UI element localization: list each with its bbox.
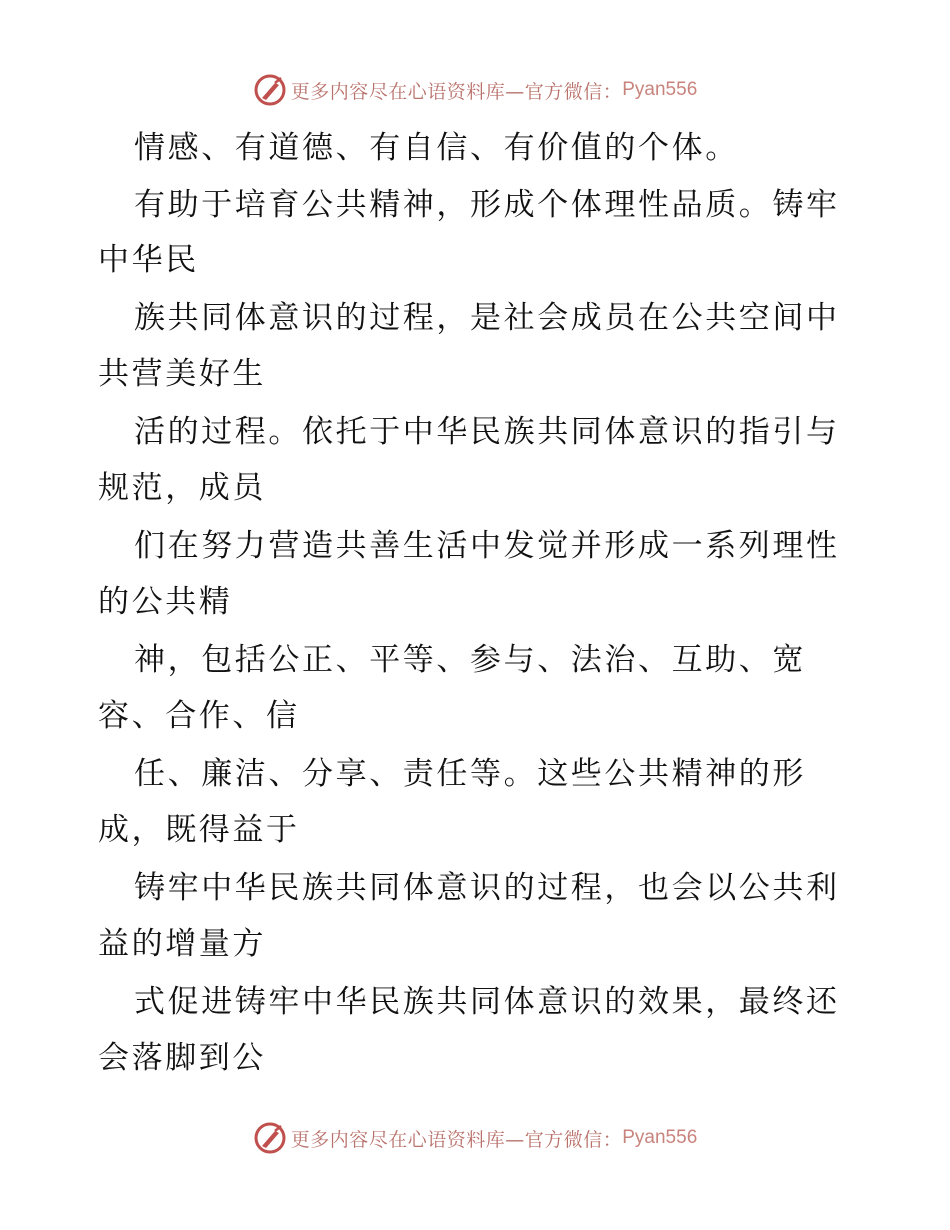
- text-line: 活的过程。依托于中华民族共同体意识的指引与: [134, 414, 840, 450]
- text-line: 任、廉洁、分享、责任等。这些公共精神的形: [134, 756, 806, 792]
- text-line: 的公共精: [98, 584, 233, 620]
- text-line: 们在努力营造共善生活中发觉并形成一系列理性: [134, 528, 840, 564]
- text-line: 式促进铸牢中华民族共同体意识的效果，最终还: [134, 984, 840, 1020]
- header-watermark: [0, 70, 950, 110]
- text-line: 共营美好生: [98, 356, 266, 392]
- text-line: 成，既得益于: [98, 812, 300, 848]
- watermark-text: 更多内容尽在心语资料库—官方微信：: [290, 1128, 623, 1151]
- text-line: 规范，成员: [98, 470, 266, 506]
- text-line: 中华民: [98, 242, 199, 278]
- text-line: 铸牢中华民族共同体意识的过程，也会以公共利: [134, 870, 840, 906]
- footer-watermark: [0, 1118, 950, 1158]
- text-line: 情感、有道德、有自信、有价值的个体。: [134, 130, 739, 166]
- text-line: 族共同体意识的过程，是社会成员在公共空间中: [134, 300, 840, 336]
- watermark-wechat-id: Pyan556: [622, 1127, 698, 1148]
- quill-logo-icon: [253, 73, 287, 107]
- watermark-wechat-id: Pyan556: [622, 79, 698, 100]
- quill-logo-icon: [253, 1121, 287, 1155]
- text-line: 容、合作、信: [98, 698, 300, 734]
- text-line: 益的增量方: [98, 926, 266, 962]
- text-line: 神，包括公正、平等、参与、法治、互助、宽: [134, 642, 806, 678]
- watermark-text: 更多内容尽在心语资料库—官方微信：: [290, 80, 623, 103]
- text-line: 有助于培育公共精神，形成个体理性品质。铸牢: [134, 187, 840, 223]
- text-line: 会落脚到公: [98, 1040, 266, 1076]
